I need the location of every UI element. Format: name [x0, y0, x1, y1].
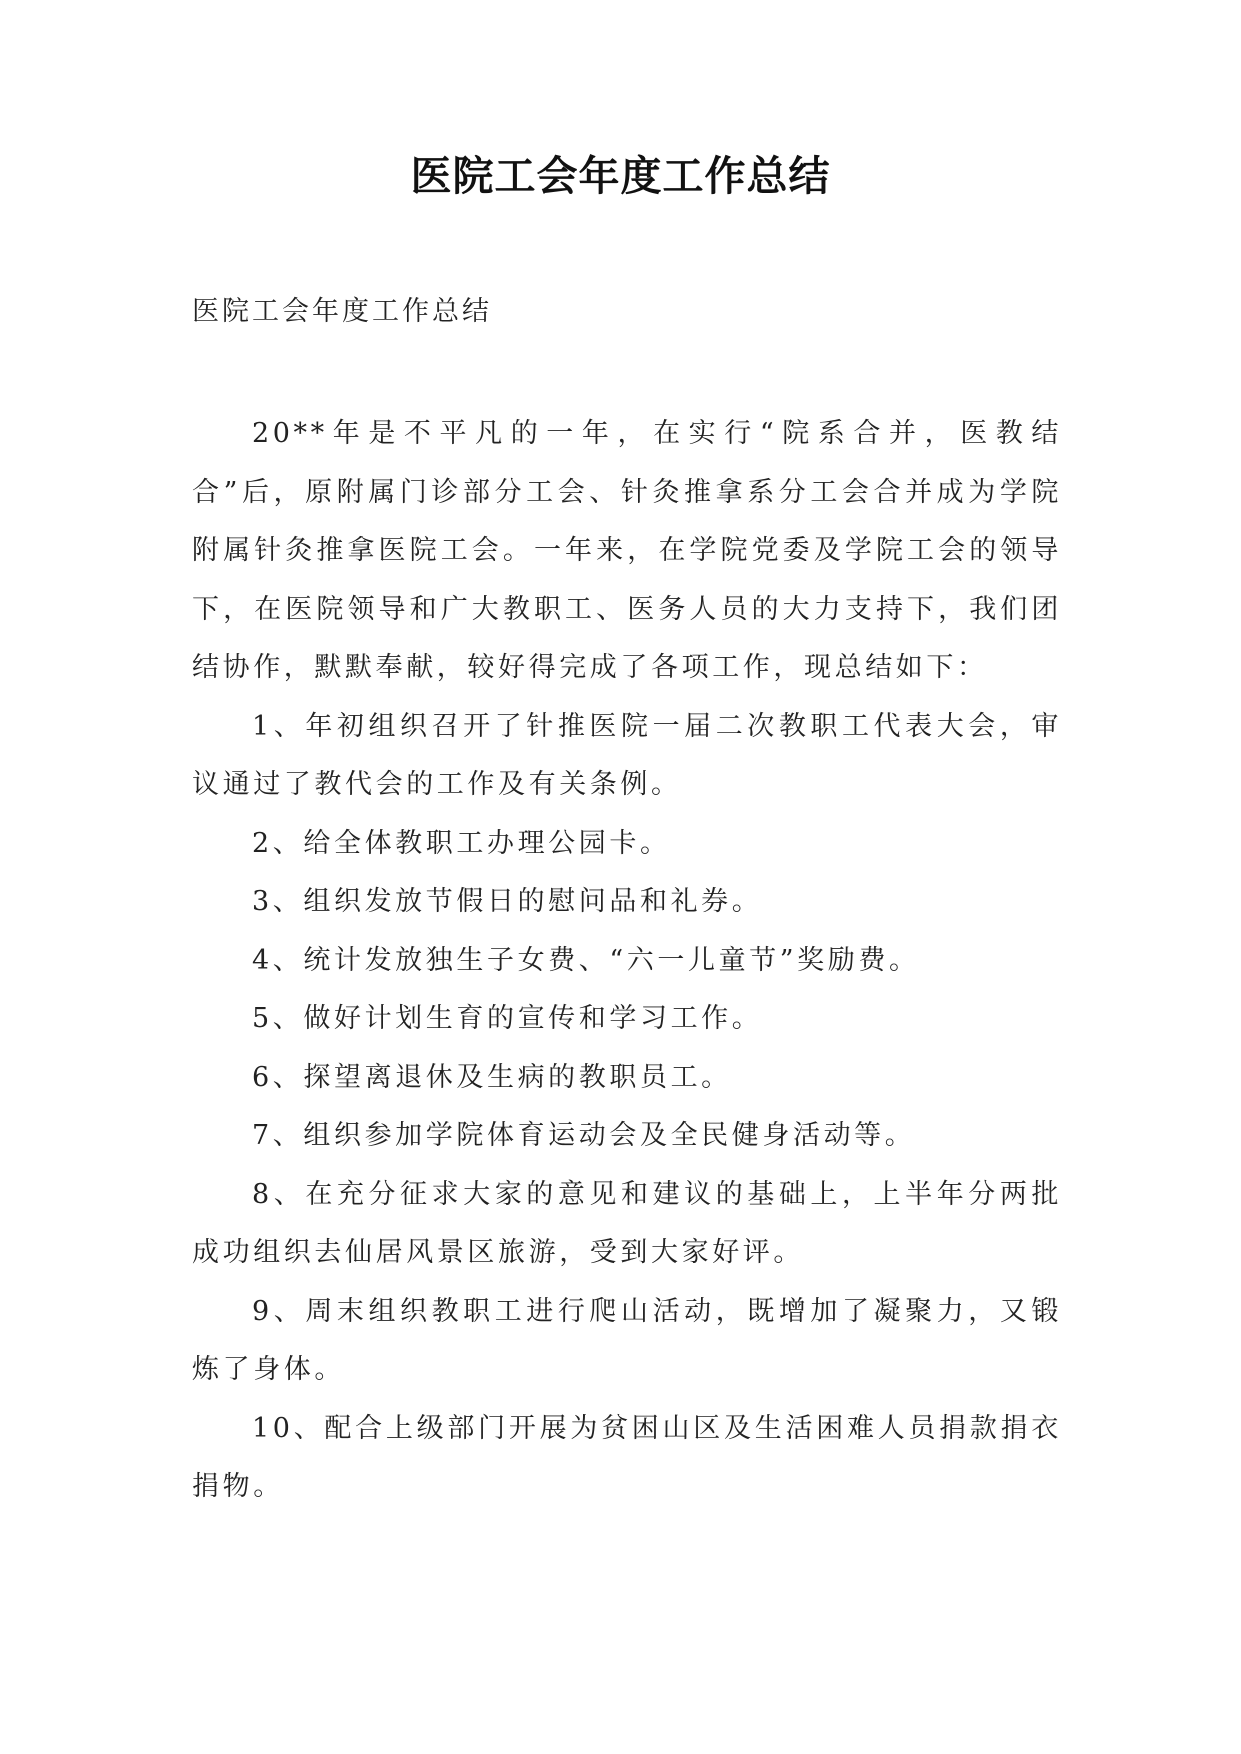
list-item-4: 4、统计发放独生子女费、“六一儿童节”奖励费。 — [252, 944, 920, 976]
document-title: 医院工会年度工作总结 — [410, 152, 831, 200]
document-subtitle: 医院工会年度工作总结 — [192, 296, 492, 327]
list-item-5: 5、做好计划生育的宣传和学习工作。 — [252, 1003, 763, 1034]
list-item-1: 1、年初组织召开了针推医院一届二次教职工代表大会，审议通过了教代会的工作及有关条例。 — [192, 710, 1062, 800]
intro-paragraph: 20**年是不平凡的一年，在实行“院系合并，医教结合”后，原附属门诊部分工会、针灸推拿系分工会合并成为学院附属针灸推拿医院工会。一年来，在学院党委及学院工会的领导下，在医院领导和广大教职工、医务人员的大力支持下，我们团结协作，默默奉献，较好得完成了各项工作，现总结如下： — [192, 418, 1062, 683]
list-item-7: 7、组织参加学院体育运动会及全民健身活动等。 — [252, 1120, 916, 1151]
list-item-8: 8、在充分征求大家的意见和建议的基础上，上半年分两批成功组织去仙居风景区旅游，受到大家好评。 — [192, 1178, 1062, 1268]
list-item-2: 2、给全体教职工办理公园卡。 — [252, 827, 671, 859]
document-body — [192, 405, 1062, 1517]
list-item-3: 3、组织发放节假日的慰问品和礼券。 — [252, 886, 763, 917]
list-item-9: 9、周末组织教职工进行爬山活动，既增加了凝聚力，又锻炼了身体。 — [192, 1295, 1062, 1385]
list-item-6: 6、探望离退休及生病的教职员工。 — [252, 1061, 732, 1093]
list-item-10: 10、配合上级部门开展为贫困山区及生活困难人员捐款捐衣捐物。 — [192, 1412, 1062, 1502]
